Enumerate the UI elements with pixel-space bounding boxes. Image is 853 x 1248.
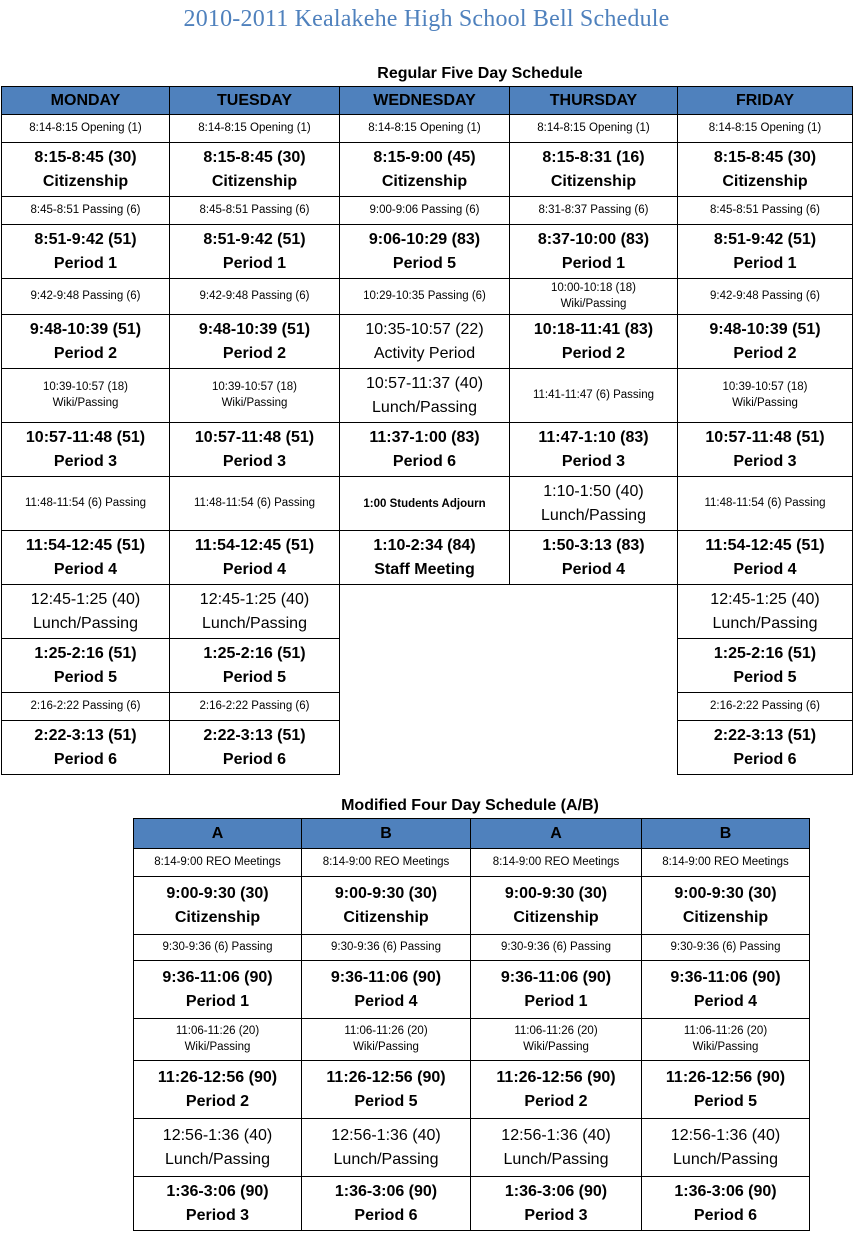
regular-cell	[2, 279, 170, 315]
regular-cell	[170, 115, 340, 143]
cell-time: 11:06-11:26 (20)	[344, 1024, 428, 1037]
cell-label: Period 4	[354, 992, 418, 1010]
cell-label: Period 1	[733, 254, 797, 272]
cell-time: 10:18-11:41 (83)	[533, 321, 654, 339]
regular-cell	[2, 315, 170, 369]
regular-cell	[678, 315, 853, 369]
regular-cell	[340, 225, 510, 279]
cell-time: 9:36-11:06 (90)	[162, 969, 273, 987]
regular-cell	[170, 477, 340, 531]
cell-time: 11:54-12:45 (51)	[25, 537, 146, 555]
cell-label: Wiki/Passing	[184, 1040, 251, 1053]
regular-cell	[2, 531, 170, 585]
regular-empty-cell	[340, 721, 510, 775]
cell-time: 11:37-1:00 (83)	[369, 429, 480, 447]
modified-cell	[642, 935, 810, 961]
regular-cell	[510, 423, 678, 477]
cell-label: Citizenship	[381, 172, 468, 190]
cell-time: 8:14-9:00 REO Meetings	[154, 855, 281, 868]
modified-cell	[134, 961, 302, 1019]
modified-cell	[642, 1061, 810, 1119]
cell-time: 11:54-12:45 (51)	[194, 537, 315, 555]
cell-label: Period 6	[733, 750, 797, 768]
cell-time: 8:14-9:00 REO Meetings	[322, 855, 450, 868]
regular-cell	[170, 279, 340, 315]
cell-label: Period 2	[561, 344, 626, 362]
cell-time: 8:14-8:15 Opening (1)	[708, 121, 822, 134]
cell-time: 2:16-2:22 Passing (6)	[710, 699, 820, 712]
cell-label: Period 2	[185, 1092, 250, 1110]
cell-time: 9:00-9:30 (30)	[504, 885, 608, 903]
modified-cell	[134, 849, 302, 877]
regular-cell	[510, 115, 678, 143]
regular-cell	[170, 225, 340, 279]
regular-cell	[678, 531, 853, 585]
regular-empty-cell	[510, 639, 678, 693]
cell-time: 12:56-1:36 (40)	[670, 1127, 781, 1145]
modified-cell	[642, 1019, 810, 1061]
regular-cell	[2, 115, 170, 143]
regular-cell	[2, 721, 170, 775]
cell-time: 9:36-11:06 (90)	[500, 969, 612, 987]
cell-label: Period 5	[53, 668, 118, 686]
regular-cell	[678, 115, 853, 143]
cell-label: Lunch/Passing	[165, 1150, 270, 1168]
regular-cell	[678, 693, 853, 721]
cell-time: 1:10-1:50 (40)	[543, 483, 644, 501]
modified-cell	[471, 849, 642, 877]
regular-cell	[678, 143, 853, 197]
regular-cell	[170, 531, 340, 585]
cell-time: 10:39-10:57 (18)	[211, 380, 298, 393]
regular-header-5: FRIDAY	[678, 87, 853, 115]
cell-label: Wiki/Passing	[560, 297, 627, 310]
regular-cell	[510, 197, 678, 225]
cell-label: Citizenship	[343, 908, 429, 926]
cell-time: 2:22-3:13 (51)	[713, 727, 817, 745]
regular-cell	[2, 477, 170, 531]
cell-label: Period 5	[222, 668, 287, 686]
cell-time: 10:57-11:48 (51)	[194, 429, 315, 447]
cell-label: Period 3	[561, 452, 626, 470]
modified-cell	[642, 849, 810, 877]
cell-time: 2:16-2:22 Passing (6)	[199, 699, 310, 712]
cell-label: Period 3	[185, 1206, 250, 1224]
regular-cell	[340, 197, 510, 225]
cell-time: 8:45-8:51 Passing (6)	[199, 203, 310, 216]
cell-time: 1:25-2:16 (51)	[203, 645, 306, 663]
cell-time: 12:45-1:25 (40)	[710, 591, 820, 609]
regular-row	[2, 423, 853, 477]
regular-cell	[2, 197, 170, 225]
regular-header-4: THURSDAY	[510, 87, 678, 115]
cell-time: 12:45-1:25 (40)	[30, 591, 141, 609]
cell-label: Period 6	[354, 1206, 418, 1224]
cell-time: 9:00-9:06 Passing (6)	[369, 203, 480, 216]
cell-label: Period 5	[733, 668, 797, 686]
regular-cell	[678, 423, 853, 477]
modified-cell	[642, 961, 810, 1019]
cell-time: 8:14-9:00 REO Meetings	[492, 855, 620, 868]
page-title: 2010-2011 Kealakehe High School Bell Schedule	[183, 6, 670, 32]
cell-time: 8:37-10:00 (83)	[537, 231, 650, 249]
cell-time: 9:30-9:36 (6) Passing	[670, 940, 781, 953]
regular-cell	[340, 279, 510, 315]
modified-cell	[302, 849, 471, 877]
cell-time: 8:51-9:42 (51)	[203, 231, 306, 249]
cell-label: Period 5	[354, 1092, 418, 1110]
regular-header-3: WEDNESDAY	[340, 87, 510, 115]
cell-label: Period 6	[53, 750, 118, 768]
regular-cell	[170, 143, 340, 197]
cell-label: Period 6	[392, 452, 457, 470]
regular-cell	[678, 279, 853, 315]
cell-time: 11:26-12:56 (90)	[665, 1069, 786, 1087]
modified-cell	[134, 1061, 302, 1119]
regular-cell	[170, 197, 340, 225]
cell-time: 11:47-1:10 (83)	[538, 429, 649, 447]
regular-row	[2, 115, 853, 143]
modified-schedule-table	[133, 818, 810, 1231]
cell-time: 9:06-10:29 (83)	[368, 231, 481, 249]
cell-time: 1:50-3:13 (83)	[542, 537, 645, 555]
cell-time: 12:45-1:25 (40)	[199, 591, 310, 609]
cell-time: 8:15-8:31 (16)	[542, 149, 645, 167]
regular-cell	[170, 639, 340, 693]
modified-cell	[302, 1061, 471, 1119]
cell-time: 8:15-8:45 (30)	[203, 149, 306, 167]
cell-time: 1:36-3:06 (90)	[674, 1183, 777, 1201]
cell-label: Lunch/Passing	[712, 614, 818, 632]
cell-time: 8:15-9:00 (45)	[373, 149, 476, 167]
cell-label: Lunch/Passing	[503, 1150, 609, 1168]
regular-header-1: MONDAY	[2, 87, 170, 115]
regular-empty-cell	[340, 693, 510, 721]
cell-label: Citizenship	[211, 172, 298, 190]
cell-time: 11:48-11:54 (6) Passing	[193, 496, 316, 509]
regular-cell	[510, 279, 678, 315]
cell-time: 10:57-11:37 (40)	[365, 375, 484, 393]
regular-cell	[678, 639, 853, 693]
cell-time: 2:22-3:13 (51)	[203, 727, 306, 745]
modified-cell	[471, 1061, 642, 1119]
regular-empty-cell	[510, 693, 678, 721]
cell-label: Period 4	[222, 560, 287, 578]
regular-row	[2, 721, 853, 775]
cell-label: Period 1	[561, 254, 626, 272]
cell-time: 9:36-11:06 (90)	[330, 969, 442, 987]
regular-schedule-table	[1, 86, 853, 775]
regular-row	[2, 143, 853, 197]
modified-cell	[471, 935, 642, 961]
regular-cell	[340, 115, 510, 143]
modified-cell	[471, 1019, 642, 1061]
cell-time: 9:30-9:36 (6) Passing	[162, 940, 273, 953]
regular-cell	[678, 369, 853, 423]
cell-time: 1:36-3:06 (90)	[334, 1183, 438, 1201]
cell-time: 9:00-9:30 (30)	[166, 885, 269, 903]
regular-cell	[340, 369, 510, 423]
modified-cell	[642, 1119, 810, 1177]
cell-time: 11:26-12:56 (90)	[496, 1069, 616, 1087]
cell-label: Lunch/Passing	[333, 1150, 439, 1168]
cell-time: 8:31-8:37 Passing (6)	[538, 203, 649, 216]
modified-cell	[471, 1119, 642, 1177]
modified-row	[134, 961, 810, 1019]
modified-header-1: A	[134, 819, 302, 849]
regular-cell	[678, 477, 853, 531]
cell-time: 11:41-11:47 (6) Passing	[532, 388, 655, 401]
regular-row	[2, 693, 853, 721]
cell-label: Period 5	[392, 254, 457, 272]
regular-row	[2, 225, 853, 279]
cell-time: 8:14-9:00 REO Meetings	[662, 855, 789, 868]
cell-label: Period 1	[524, 992, 588, 1010]
modified-cell	[134, 1119, 302, 1177]
regular-row	[2, 315, 853, 369]
cell-label: Period 2	[733, 344, 797, 362]
regular-row	[2, 639, 853, 693]
modified-row	[134, 1177, 810, 1231]
cell-label: Period 3	[53, 452, 118, 470]
regular-cell	[678, 197, 853, 225]
regular-cell	[170, 585, 340, 639]
cell-time: 12:56-1:36 (40)	[331, 1127, 441, 1145]
cell-time: 8:14-8:15 Opening (1)	[198, 121, 311, 134]
regular-cell	[2, 639, 170, 693]
cell-time: 1:25-2:16 (51)	[713, 645, 817, 663]
modified-cell	[642, 877, 810, 935]
cell-label: Period 3	[222, 452, 287, 470]
cell-label: Period 2	[524, 1092, 588, 1110]
cell-time: 9:42-9:48 Passing (6)	[710, 289, 820, 302]
cell-time: 8:45-8:51 Passing (6)	[710, 203, 820, 216]
cell-time: 10:35-10:57 (22)	[365, 321, 484, 339]
cell-time: 12:56-1:36 (40)	[501, 1127, 611, 1145]
cell-time: 10:57-11:48 (51)	[25, 429, 146, 447]
cell-time: 8:14-8:15 Opening (1)	[368, 121, 481, 134]
cell-label: Citizenship	[42, 172, 129, 190]
modified-schedule-caption: Modified Four Day Schedule (A/B)	[341, 797, 599, 814]
cell-label: Citizenship	[174, 908, 261, 926]
modified-cell	[642, 1177, 810, 1231]
regular-empty-cell	[340, 585, 510, 639]
regular-cell	[510, 477, 678, 531]
cell-time: 1:10-2:34 (84)	[373, 537, 476, 555]
cell-time: 11:06-11:26 (20)	[683, 1024, 768, 1037]
cell-label: Lunch/Passing	[541, 506, 646, 524]
cell-time: 8:51-9:42 (51)	[34, 231, 137, 249]
cell-label: Citizenship	[722, 172, 808, 190]
cell-time: 10:29-10:35 Passing (6)	[363, 289, 486, 302]
regular-cell	[170, 721, 340, 775]
regular-row	[2, 279, 853, 315]
modified-row	[134, 1119, 810, 1177]
regular-cell	[510, 369, 678, 423]
cell-time: 9:30-9:36 (6) Passing	[501, 940, 611, 953]
cell-time: 9:48-10:39 (51)	[29, 321, 142, 339]
cell-label: Citizenship	[513, 908, 599, 926]
cell-time: 11:06-11:26 (20)	[175, 1024, 260, 1037]
regular-row	[2, 369, 853, 423]
cell-label: Period 5	[693, 1092, 758, 1110]
cell-time: 11:26-12:56 (90)	[157, 1069, 278, 1087]
regular-empty-cell	[510, 585, 678, 639]
cell-label: Wiki/Passing	[353, 1040, 419, 1053]
cell-time: 10:39-10:57 (18)	[42, 380, 129, 393]
cell-label: Lunch/Passing	[372, 398, 477, 416]
modified-cell	[134, 1019, 302, 1061]
regular-cell	[170, 315, 340, 369]
regular-empty-cell	[510, 721, 678, 775]
cell-label: Period 3	[733, 452, 797, 470]
regular-row	[2, 531, 853, 585]
cell-time: 1:25-2:16 (51)	[34, 645, 137, 663]
cell-label: Lunch/Passing	[33, 614, 138, 632]
cell-label: Period 1	[222, 254, 287, 272]
regular-cell	[2, 585, 170, 639]
cell-time: 8:51-9:42 (51)	[713, 231, 817, 249]
regular-cell	[170, 693, 340, 721]
regular-header-2: TUESDAY	[170, 87, 340, 115]
modified-row	[134, 849, 810, 877]
regular-cell	[510, 225, 678, 279]
modified-cell	[134, 1177, 302, 1231]
cell-label: Period 1	[185, 992, 250, 1010]
cell-time: 9:30-9:36 (6) Passing	[331, 940, 441, 953]
modified-row	[134, 877, 810, 935]
regular-cell	[2, 143, 170, 197]
cell-label: Wiki/Passing	[692, 1040, 759, 1053]
cell-label: Period 3	[524, 1206, 588, 1224]
regular-cell	[2, 369, 170, 423]
cell-label: Wiki/Passing	[523, 1040, 589, 1053]
regular-cell	[340, 531, 510, 585]
regular-empty-cell	[340, 639, 510, 693]
cell-time: 1:36-3:06 (90)	[504, 1183, 608, 1201]
regular-cell	[340, 315, 510, 369]
regular-row	[2, 477, 853, 531]
modified-cell	[302, 961, 471, 1019]
cell-time: 8:14-8:15 Opening (1)	[29, 121, 142, 134]
regular-cell	[2, 423, 170, 477]
cell-time: 9:00-9:30 (30)	[334, 885, 438, 903]
regular-cell	[340, 143, 510, 197]
cell-label: Period 1	[53, 254, 118, 272]
cell-label: Period 2	[222, 344, 287, 362]
cell-label: Activity Period	[373, 344, 476, 362]
cell-time: 11:48-11:54 (6) Passing	[704, 496, 826, 509]
cell-time: 8:45-8:51 Passing (6)	[30, 203, 141, 216]
modified-row	[134, 935, 810, 961]
regular-cell	[340, 423, 510, 477]
cell-label: Period 4	[693, 992, 758, 1010]
regular-schedule-caption: Regular Five Day Schedule	[377, 65, 583, 82]
cell-time: 9:00-9:30 (30)	[674, 885, 777, 903]
regular-cell	[510, 143, 678, 197]
regular-cell	[170, 369, 340, 423]
cell-time: 8:15-8:45 (30)	[713, 149, 817, 167]
cell-time: 2:22-3:13 (51)	[34, 727, 137, 745]
cell-time: 9:48-10:39 (51)	[198, 321, 311, 339]
cell-label: Period 4	[561, 560, 626, 578]
modified-cell	[302, 1177, 471, 1231]
modified-cell	[134, 877, 302, 935]
cell-label: Wiki/Passing	[221, 396, 288, 409]
regular-cell	[678, 721, 853, 775]
cell-label: Period 6	[693, 1206, 758, 1224]
cell-label: Lunch/Passing	[202, 614, 307, 632]
cell-time: 8:15-8:45 (30)	[34, 149, 137, 167]
cell-time: 10:39-10:57 (18)	[722, 380, 808, 393]
modified-cell	[471, 877, 642, 935]
modified-header-3: A	[471, 819, 642, 849]
cell-label: Wiki/Passing	[52, 396, 119, 409]
regular-cell	[510, 315, 678, 369]
cell-time: 10:00-10:18 (18)	[550, 281, 637, 294]
regular-cell	[678, 225, 853, 279]
modified-cell	[302, 1119, 471, 1177]
cell-time: 9:42-9:48 Passing (6)	[199, 289, 310, 302]
cell-time: 11:06-11:26 (20)	[514, 1024, 598, 1037]
cell-time: 1:36-3:06 (90)	[166, 1183, 269, 1201]
regular-cell	[2, 225, 170, 279]
regular-row	[2, 585, 853, 639]
modified-cell	[302, 935, 471, 961]
cell-time: 11:54-12:45 (51)	[705, 537, 825, 555]
modified-row	[134, 1061, 810, 1119]
cell-time: 2:16-2:22 Passing (6)	[30, 699, 141, 712]
cell-time: 9:36-11:06 (90)	[670, 969, 781, 987]
cell-label: Lunch/Passing	[673, 1150, 778, 1168]
modified-cell	[471, 961, 642, 1019]
cell-label: Wiki/Passing	[732, 396, 798, 409]
modified-cell	[302, 877, 471, 935]
modified-header-2: B	[302, 819, 471, 849]
cell-label: Citizenship	[682, 908, 769, 926]
regular-cell	[340, 477, 510, 531]
modified-cell	[471, 1177, 642, 1231]
cell-time: 8:14-8:15 Opening (1)	[537, 121, 650, 134]
modified-header-4: B	[642, 819, 810, 849]
cell-label: Staff Meeting	[374, 560, 475, 578]
cell-label: Citizenship	[550, 172, 637, 190]
regular-cell	[2, 693, 170, 721]
modified-cell	[134, 935, 302, 961]
regular-cell	[678, 585, 853, 639]
cell-time: 11:48-11:54 (6) Passing	[24, 496, 147, 509]
cell-time: 9:42-9:48 Passing (6)	[30, 289, 141, 302]
regular-cell	[510, 531, 678, 585]
cell-time: 9:48-10:39 (51)	[709, 321, 821, 339]
cell-label: Period 4	[733, 560, 797, 578]
regular-row	[2, 197, 853, 225]
cell-label: Period 6	[222, 750, 287, 768]
cell-label: Period 4	[53, 560, 118, 578]
regular-cell	[170, 423, 340, 477]
cell-label: Period 2	[53, 344, 118, 362]
modified-row	[134, 1019, 810, 1061]
cell-time: 10:57-11:48 (51)	[705, 429, 825, 447]
cell-time: 12:56-1:36 (40)	[162, 1127, 273, 1145]
cell-time: 1:00 Students Adjourn	[363, 497, 486, 510]
modified-cell	[302, 1019, 471, 1061]
cell-time: 11:26-12:56 (90)	[326, 1069, 446, 1087]
